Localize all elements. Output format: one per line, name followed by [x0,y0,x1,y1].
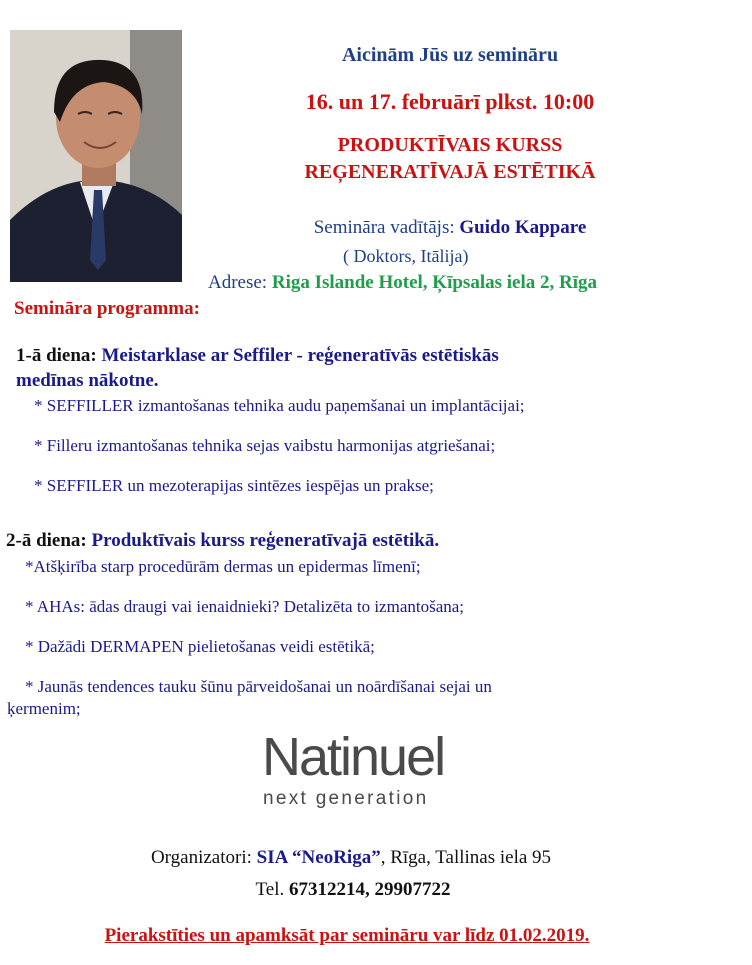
natinuel-logo [262,727,484,812]
organizer-label: Organizatori: [150,847,257,868]
day1-title-line2: medīnas nākotne. [16,370,159,391]
phone-line [0,879,706,901]
registration-deadline: Pierakstīties un apamksāt par semināru var līdz 01.02.2019. [104,925,590,946]
logo-wordmark: Natinuel [262,727,445,787]
phone-label: Tel. [255,879,289,900]
day2-title [6,530,439,552]
day1-item-1: * SEFFILLER izmantošanas tehnika audu paņemšanai un implantācijai; [34,396,525,415]
day1-label: 1-ā diena: [16,345,102,366]
seminar-title-line2: REĢENERATĪVAJĀ ESTĒTIKĀ [304,161,596,183]
organizer-name: SIA “NeoRiga” [256,847,381,868]
leader-credentials: ( Doktors, Itālija) [343,246,469,266]
logo-tagline: next generation [263,788,429,809]
day1-item-3: * SEFFILER un mezoterapijas sintēzes iespējas un prakse; [34,476,434,495]
day2-title-text: Produktīvais kurss reģeneratīvajā estētikā. [91,530,440,551]
leader-label: Semināra vadītājs: [313,217,460,238]
day2-item-4-line1: * Jaunās tendences tauku šūnu pārveidošanai un noārdīšanai sejai un [25,677,492,696]
seminar-date-time: 16. un 17. februārī plkst. 10:00 [305,89,595,114]
day2-label: 2-ā diena: [6,530,92,551]
address-label: Adrese: [208,272,272,293]
organizer-line [0,847,702,869]
speaker-portrait-illustration [10,30,182,282]
day1-title-line1: Meistarklase ar Seffiler - reģeneratīvās estētiskās [101,345,499,366]
address-value: Riga Islande Hotel, Ķīpsalas iela 2, Rīga [271,272,597,293]
phone-numbers: 67312214, 29907722 [289,879,451,900]
day2-item-2: * AHAs: ādas draugi vai ienaidnieki? Detalizēta to izmantošana; [25,597,465,616]
address-line [208,272,597,294]
day2-item-3: * Dažādi DERMAPEN pielietošanas veidi estētikā; [25,637,375,656]
seminar-leader [200,217,700,239]
invitation-heading: Aicinām Jūs uz semināru [341,44,559,66]
speaker-photo [10,30,182,282]
program-heading: Semināra programma: [14,298,200,319]
day2-item-4-line2: ķermenim; [7,699,81,718]
seminar-title-line1: PRODUKTĪVAIS KURSS [337,134,563,156]
day1-item-2: * Filleru izmantošanas tehnika sejas vaibstu harmonijas atgriešanai; [34,436,496,455]
leader-name: Guido Kappare [459,217,587,238]
organizer-address: , Rīga, Tallinas iela 95 [380,847,552,868]
day2-item-1: *Atšķirība starp procedūrām dermas un epidermas līmenī; [25,557,421,576]
day1-title [16,345,499,367]
